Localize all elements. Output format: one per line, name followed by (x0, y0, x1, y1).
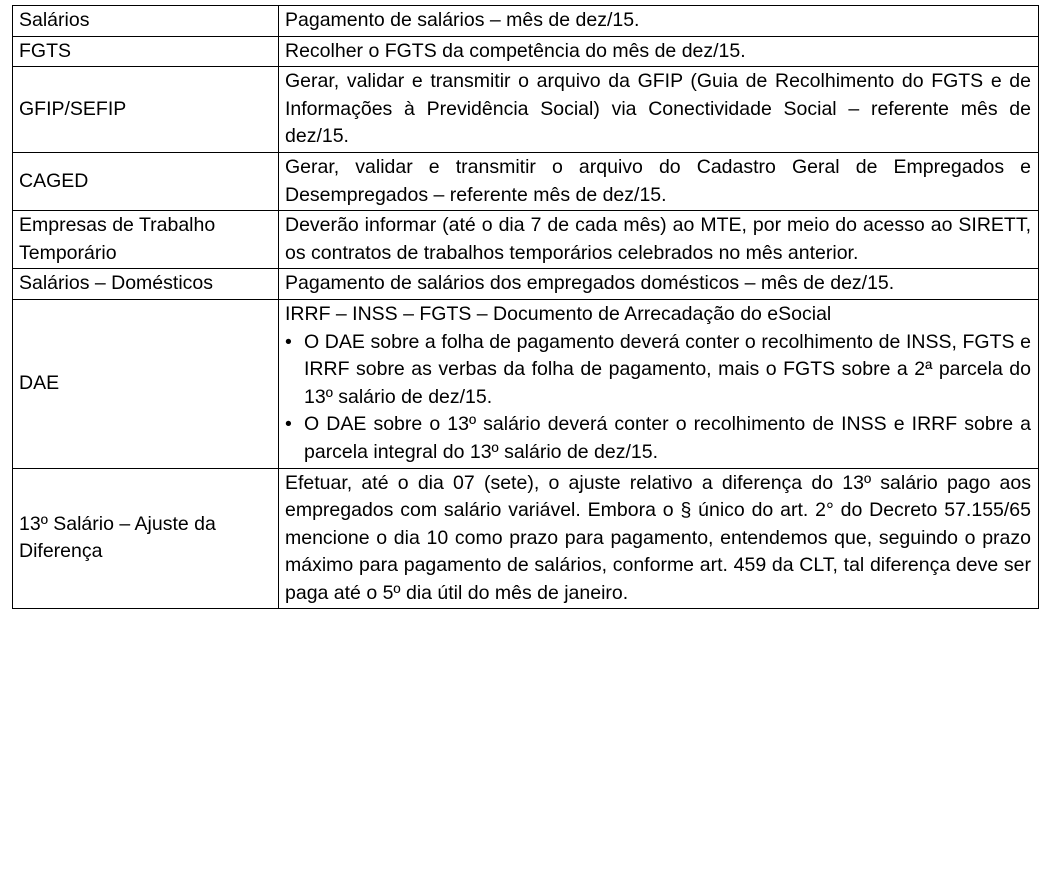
obligations-table (12, 5, 1039, 609)
obligation-label: Salários (13, 6, 279, 37)
table-row (13, 152, 1039, 210)
obligation-description: Gerar, validar e transmitir o arquivo do Cadastro Geral de Empregados e Desempregados – referente mês de dez/15. (279, 152, 1039, 210)
table-row (13, 36, 1039, 67)
obligation-description: Pagamento de salários – mês de dez/15. (279, 6, 1039, 37)
obligation-description: Pagamento de salários dos empregados domésticos – mês de dez/15. (279, 269, 1039, 300)
obligation-description: Efetuar, até o dia 07 (sete), o ajuste relativo a diferença do 13º salário pago aos empregados com salário variável. Embora o § único do art. 2° do Decreto 57.155/65 mencione o dia 10 como prazo para pagamento, entendemos que, seguindo o prazo máximo para pagamento de salários, conforme art. 459 da CLT, tal diferença deve ser paga até o 5º dia útil do mês de janeiro. (279, 468, 1039, 609)
obligation-label: GFIP/SEFIP (13, 67, 279, 153)
table-row (13, 468, 1039, 609)
dae-bullet-item: • O DAE sobre a folha de pagamento deverá conter o recolhimento de INSS, FGTS e IRRF sobre as verbas da folha de pagamento, mais o FGTS sobre a 2ª parcela do 13º salário de dez/15. (285, 329, 1031, 412)
dae-intro: IRRF – INSS – FGTS – Documento de Arrecadação do eSocial (285, 302, 832, 325)
dae-bullet-item: • O DAE sobre o 13º salário deverá conter o recolhimento de INSS e IRRF sobre a parcela integral do 13º salário de dez/15. (285, 411, 1031, 466)
obligation-description: Recolher o FGTS da competência do mês de dez/15. (279, 36, 1039, 67)
table-row (13, 269, 1039, 300)
table-row (13, 67, 1039, 153)
obligation-label: Empresas de Trabalho Temporário (13, 211, 279, 269)
table-row (13, 211, 1039, 269)
obligation-label: 13º Salário – Ajuste da Diferença (13, 468, 279, 609)
obligation-label: FGTS (13, 36, 279, 67)
table-row (13, 299, 1039, 468)
obligation-label: CAGED (13, 152, 279, 210)
obligation-label: Salários – Domésticos (13, 269, 279, 300)
obligations-document (12, 5, 1039, 609)
dae-bullet-list (285, 329, 1031, 467)
obligation-label: DAE (13, 299, 279, 468)
obligation-description (279, 299, 1039, 468)
table-row (13, 6, 1039, 37)
obligation-description: Gerar, validar e transmitir o arquivo da GFIP (Guia de Recolhimento do FGTS e de Informações à Previdência Social) via Conectividade Social – referente mês de dez/15. (279, 67, 1039, 153)
obligation-description: Deverão informar (até o dia 7 de cada mês) ao MTE, por meio do acesso ao SIRETT, os contratos de trabalhos temporários celebrados no mês anterior. (279, 211, 1039, 269)
